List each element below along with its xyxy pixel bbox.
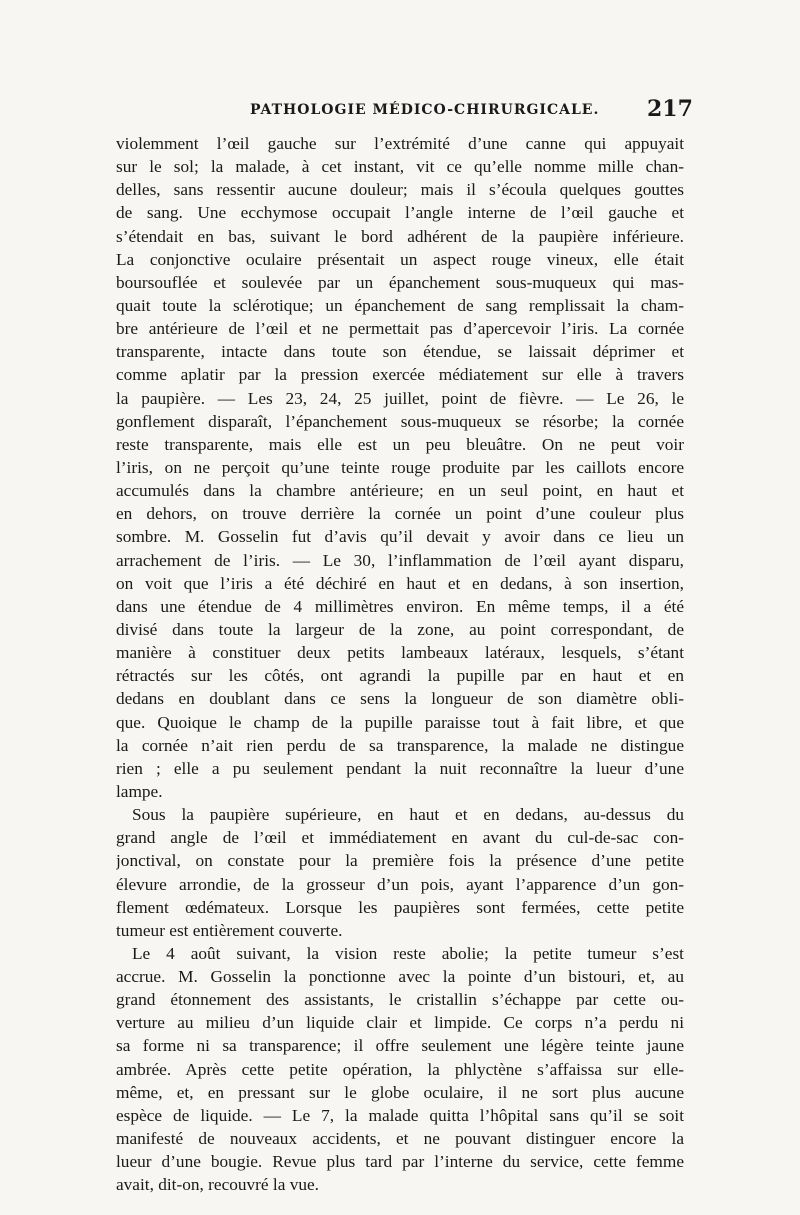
text-line: verture au milieu d’un liquide clair et limpide. Ce corps n’a perdu ni (116, 1013, 684, 1033)
text-line: lueur d’une bougie. Revue plus tard par l’interne du service, cette femme (116, 1152, 684, 1172)
text-line: divisé dans toute la largeur de la zone, au point correspondant, de (116, 619, 684, 639)
text-line: même, et, en pressant sur le globe oculaire, il ne sort plus aucune (116, 1082, 684, 1102)
text-line: sur le sol; la malade, à cet instant, vit ce qu’elle nomme mille chan- (116, 157, 684, 177)
page-header (0, 96, 800, 126)
text-line: sa forme ni sa transparence; il offre seulement une légère teinte jaune (116, 1036, 684, 1056)
text-line: Le 4 août suivant, la vision reste abolie; la petite tumeur s’est (132, 943, 684, 963)
text-line: bre antérieure de l’œil et ne permettait pas d’apercevoir l’iris. La cornée (116, 319, 684, 339)
text-line: que. Quoique le champ de la pupille paraisse tout à fait libre, et que (116, 712, 684, 732)
text-line: gonflement disparaît, l’épanchement sous-muqueux se résorbe; la cornée (116, 411, 684, 431)
text-line: accrue. M. Gosselin la ponctionne avec la pointe d’un bistouri, et, au (116, 967, 684, 987)
text-line: violemment l’œil gauche sur l’extrémité d’une canne qui appuyait (116, 134, 684, 153)
text-line: ambrée. Après cette petite opération, la phlyctène s’affaissa sur elle- (116, 1059, 684, 1079)
text-line: rétractés sur les côtés, ont agrandi la pupille par en haut et en (116, 666, 684, 686)
text-line: quait toute la sclérotique; un épanchement de sang remplissait la cham- (116, 295, 684, 315)
text-line: lampe. (116, 781, 163, 801)
text-line: sombre. M. Gosselin fut d’avis qu’il devait y avoir dans ce lieu un (116, 527, 684, 547)
text-line: manière à constituer deux petits lambeaux latéraux, lesquels, s’étant (116, 643, 684, 663)
running-head: PATHOLOGIE MÉDICO-CHIRURGICALE. (250, 102, 600, 118)
text-line: on voit que l’iris a été déchiré en haut et en dedans, à son insertion, (116, 573, 684, 593)
text-line: accumulés dans la chambre antérieure; en un seul point, en haut et (116, 481, 684, 501)
text-line: s’étendait en bas, suivant le bord adhérent de la paupière inférieure. (116, 226, 684, 246)
text-line: la cornée n’ait rien perdu de sa transparence, la malade ne distingue (116, 735, 684, 755)
text-line: espèce de liquide. — Le 7, la malade quitta l’hôpital sans qu’il se soit (116, 1105, 684, 1125)
text-line: flement œdémateux. Lorsque les paupières sont fermées, cette petite (116, 897, 684, 917)
text-line: élevure arrondie, de la grosseur d’un pois, ayant l’apparence d’un gon- (116, 874, 684, 894)
text-line: delles, sans ressentir aucune douleur; mais il s’écoula quelques gouttes (116, 180, 684, 200)
text-line: la paupière. — Les 23, 24, 25 juillet, point de fièvre. — Le 26, le (116, 388, 684, 408)
text-line: comme aplatir par la pression exercée médiatement sur elle à travers (116, 365, 684, 385)
page-number: 217 (647, 96, 693, 122)
text-line: grand angle de l’œil et immédiatement en avant du cul-de-sac con- (116, 828, 684, 848)
text-line: avait, dit-on, recouvré la vue. (116, 1175, 319, 1195)
text-line: manifesté de nouveaux accidents, et ne pouvant distinguer encore la (116, 1129, 684, 1149)
text-line: tumeur est entièrement couverte. (116, 920, 343, 940)
text-line: arrachement de l’iris. — Le 30, l’inflammation de l’œil ayant disparu, (116, 550, 684, 570)
text-line: boursouflée et soulevée par un épanchement sous-muqueux qui mas- (116, 272, 684, 292)
text-line: transparente, intacte dans toute son étendue, se laissait déprimer et (116, 342, 684, 362)
body-text (116, 132, 684, 1196)
text-line: en dehors, on trouve derrière la cornée un point d’une couleur plus (116, 504, 684, 524)
text-line: reste transparente, mais elle est un peu bleuâtre. On ne peut voir (116, 434, 684, 454)
text-line: dans une étendue de 4 millimètres environ. En même temps, il a été (116, 596, 684, 616)
text-line: Sous la paupière supérieure, en haut et en dedans, au-dessus du (132, 805, 684, 825)
text-line: rien ; elle a pu seulement pendant la nuit reconnaître la lueur d’une (116, 758, 684, 778)
text-line: grand étonnement des assistants, le cristallin s’échappe par cette ou- (116, 990, 684, 1010)
text-line: dedans en doublant dans ce sens la longueur de son diamètre obli- (116, 689, 684, 709)
text-line: La conjonctive oculaire présentait un aspect rouge vineux, elle était (116, 249, 684, 269)
text-line: jonctival, on constate pour la première fois la présence d’une petite (116, 851, 684, 871)
text-line: l’iris, on ne perçoit qu’une teinte rouge produite par les caillots encore (116, 457, 684, 477)
text-line: de sang. Une ecchymose occupait l’angle interne de l’œil gauche et (116, 203, 684, 223)
